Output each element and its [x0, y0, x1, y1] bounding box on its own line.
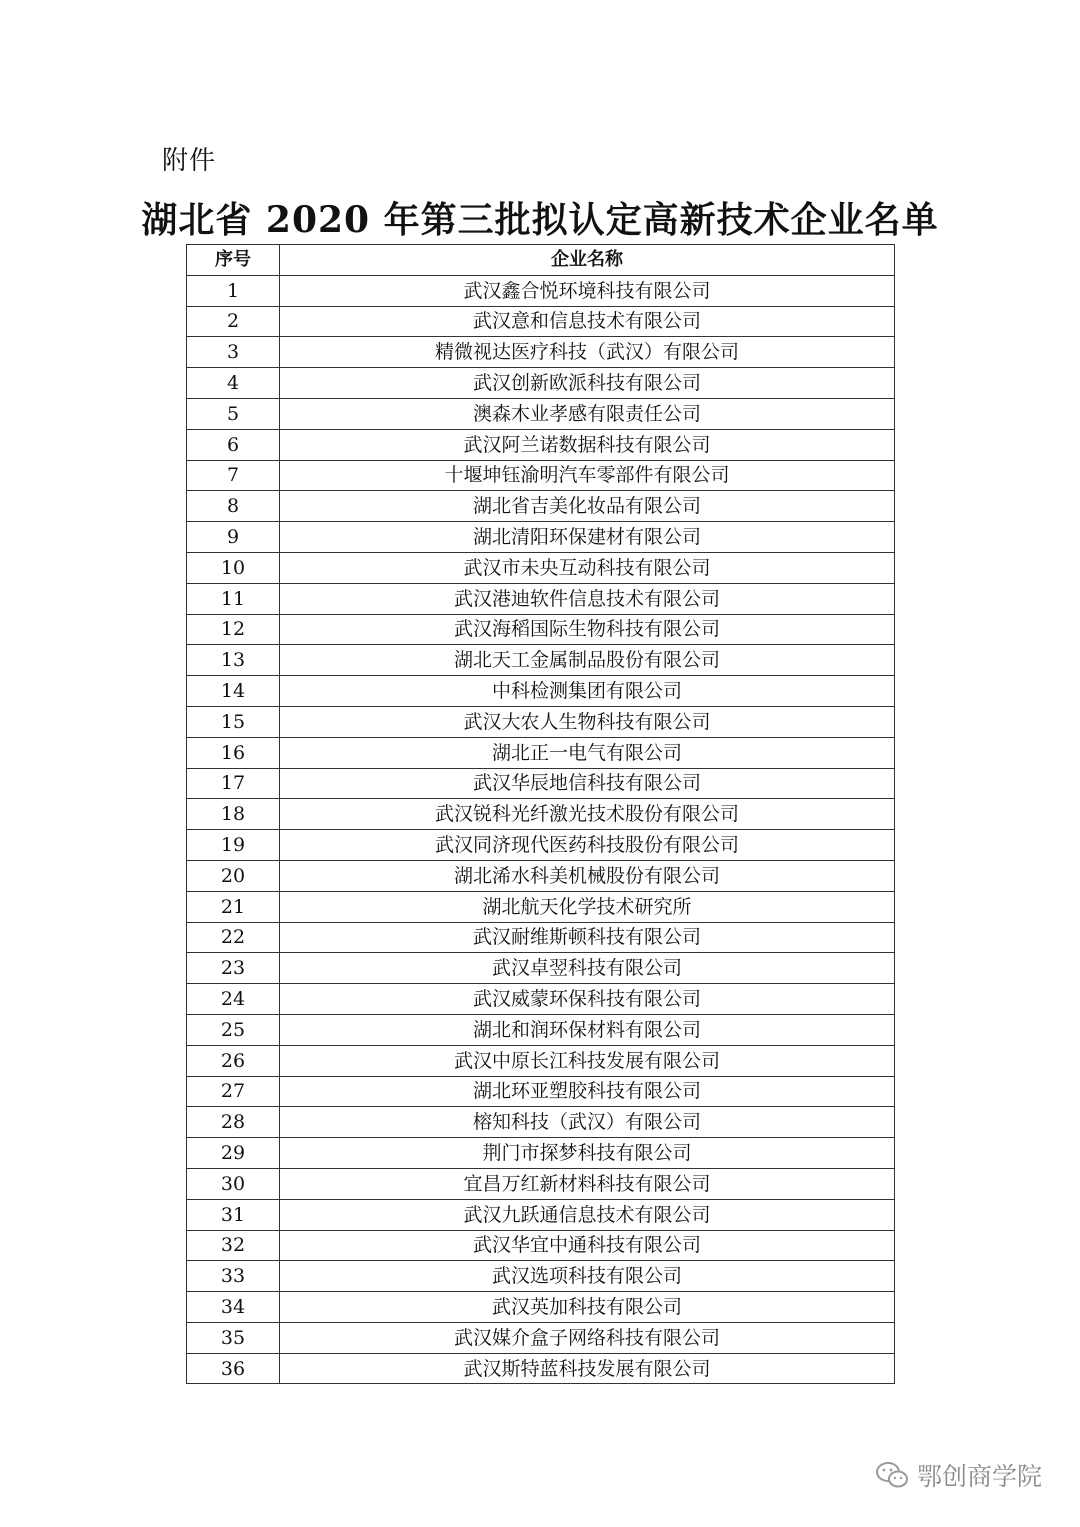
company-table: [186, 244, 895, 1384]
cell-company-name: 荆门市探梦科技有限公司: [280, 1138, 895, 1169]
cell-company-name: 武汉鑫合悦环境科技有限公司: [280, 275, 895, 306]
cell-serial-number: 34: [187, 1292, 280, 1323]
table-row: [187, 676, 895, 707]
table-row: [187, 953, 895, 984]
table-row: [187, 645, 895, 676]
cell-serial-number: 31: [187, 1199, 280, 1230]
cell-company-name: 武汉媒介盒子网络科技有限公司: [280, 1322, 895, 1353]
table-header-row: [187, 245, 895, 276]
table-row: [187, 1292, 895, 1323]
cell-serial-number: 35: [187, 1322, 280, 1353]
cell-serial-number: 28: [187, 1107, 280, 1138]
table-row: [187, 1076, 895, 1107]
cell-company-name: 武汉创新欧派科技有限公司: [280, 368, 895, 399]
table-row: [187, 552, 895, 583]
cell-company-name: 榕知科技（武汉）有限公司: [280, 1107, 895, 1138]
cell-company-name: 湖北天工金属制品股份有限公司: [280, 645, 895, 676]
cell-company-name: 武汉英加科技有限公司: [280, 1292, 895, 1323]
cell-serial-number: 1: [187, 275, 280, 306]
cell-company-name: 湖北和润环保材料有限公司: [280, 1014, 895, 1045]
header-serial-number: 序号: [187, 245, 280, 276]
table-row: [187, 830, 895, 861]
cell-company-name: 武汉海稻国际生物科技有限公司: [280, 614, 895, 645]
table-row: [187, 429, 895, 460]
cell-serial-number: 33: [187, 1261, 280, 1292]
table-row: [187, 891, 895, 922]
cell-serial-number: 27: [187, 1076, 280, 1107]
table-row: [187, 1230, 895, 1261]
cell-serial-number: 23: [187, 953, 280, 984]
cell-company-name: 宜昌万红新材料科技有限公司: [280, 1168, 895, 1199]
cell-serial-number: 15: [187, 706, 280, 737]
cell-serial-number: 22: [187, 922, 280, 953]
table-body: [187, 275, 895, 1384]
cell-serial-number: 32: [187, 1230, 280, 1261]
table-row: [187, 1322, 895, 1353]
table-row: [187, 768, 895, 799]
cell-serial-number: 9: [187, 522, 280, 553]
cell-serial-number: 13: [187, 645, 280, 676]
page-title: 湖北省 2020 年第三批拟认定高新技术企业名单: [141, 199, 939, 241]
cell-company-name: 武汉锐科光纤激光技术股份有限公司: [280, 799, 895, 830]
cell-serial-number: 20: [187, 860, 280, 891]
cell-company-name: 武汉斯特蓝科技发展有限公司: [280, 1353, 895, 1384]
cell-serial-number: 8: [187, 491, 280, 522]
cell-company-name: 武汉阿兰诺数据科技有限公司: [280, 429, 895, 460]
cell-company-name: 武汉威蒙环保科技有限公司: [280, 984, 895, 1015]
cell-company-name: 武汉九跃通信息技术有限公司: [280, 1199, 895, 1230]
table-row: [187, 1014, 895, 1045]
cell-company-name: 武汉华辰地信科技有限公司: [280, 768, 895, 799]
cell-serial-number: 25: [187, 1014, 280, 1045]
cell-company-name: 武汉选项科技有限公司: [280, 1261, 895, 1292]
cell-serial-number: 16: [187, 737, 280, 768]
table-row: [187, 460, 895, 491]
table-row: [187, 491, 895, 522]
cell-serial-number: 3: [187, 337, 280, 368]
cell-company-name: 湖北正一电气有限公司: [280, 737, 895, 768]
cell-serial-number: 21: [187, 891, 280, 922]
table-row: [187, 922, 895, 953]
cell-company-name: 武汉耐维斯顿科技有限公司: [280, 922, 895, 953]
cell-serial-number: 2: [187, 306, 280, 337]
cell-company-name: 澳森木业孝感有限责任公司: [280, 398, 895, 429]
cell-company-name: 湖北清阳环保建材有限公司: [280, 522, 895, 553]
table-row: [187, 1168, 895, 1199]
cell-company-name: 湖北浠水科美机械股份有限公司: [280, 860, 895, 891]
table-row: [187, 706, 895, 737]
table-row: [187, 1045, 895, 1076]
cell-serial-number: 11: [187, 583, 280, 614]
cell-company-name: 湖北省吉美化妆品有限公司: [280, 491, 895, 522]
table-row: [187, 614, 895, 645]
cell-company-name: 湖北环亚塑胶科技有限公司: [280, 1076, 895, 1107]
cell-serial-number: 17: [187, 768, 280, 799]
cell-company-name: 中科检测集团有限公司: [280, 676, 895, 707]
table-row: [187, 984, 895, 1015]
cell-serial-number: 29: [187, 1138, 280, 1169]
cell-company-name: 十堰坤钰渝明汽车零部件有限公司: [280, 460, 895, 491]
table-row: [187, 522, 895, 553]
table-row: [187, 398, 895, 429]
table-row: [187, 583, 895, 614]
table-row: [187, 368, 895, 399]
cell-serial-number: 19: [187, 830, 280, 861]
table-row: [187, 1261, 895, 1292]
table-row: [187, 1107, 895, 1138]
cell-serial-number: 10: [187, 552, 280, 583]
cell-serial-number: 4: [187, 368, 280, 399]
table-row: [187, 860, 895, 891]
cell-serial-number: 6: [187, 429, 280, 460]
cell-company-name: 武汉同济现代医药科技股份有限公司: [280, 830, 895, 861]
table-row: [187, 1138, 895, 1169]
watermark: [875, 1457, 1042, 1493]
table-row: [187, 737, 895, 768]
cell-serial-number: 30: [187, 1168, 280, 1199]
cell-serial-number: 24: [187, 984, 280, 1015]
cell-serial-number: 12: [187, 614, 280, 645]
cell-company-name: 武汉市未央互动科技有限公司: [280, 552, 895, 583]
cell-serial-number: 36: [187, 1353, 280, 1384]
cell-company-name: 武汉港迪软件信息技术有限公司: [280, 583, 895, 614]
cell-company-name: 武汉华宜中通科技有限公司: [280, 1230, 895, 1261]
table-row: [187, 1353, 895, 1384]
wechat-icon: [875, 1461, 909, 1489]
cell-company-name: 精微视达医疗科技（武汉）有限公司: [280, 337, 895, 368]
cell-company-name: 武汉意和信息技术有限公司: [280, 306, 895, 337]
cell-serial-number: 14: [187, 676, 280, 707]
table-row: [187, 306, 895, 337]
cell-serial-number: 26: [187, 1045, 280, 1076]
table-row: [187, 799, 895, 830]
cell-company-name: 武汉卓翌科技有限公司: [280, 953, 895, 984]
table-row: [187, 1199, 895, 1230]
attachment-label: 附件: [162, 146, 217, 176]
watermark-text: 鄂创商学院: [916, 1462, 1042, 1491]
header-company-name: 企业名称: [280, 245, 895, 276]
cell-serial-number: 18: [187, 799, 280, 830]
cell-company-name: 武汉大农人生物科技有限公司: [280, 706, 895, 737]
cell-serial-number: 5: [187, 398, 280, 429]
table-row: [187, 337, 895, 368]
cell-company-name: 武汉中原长江科技发展有限公司: [280, 1045, 895, 1076]
table-row: [187, 275, 895, 306]
cell-company-name: 湖北航天化学技术研究所: [280, 891, 895, 922]
cell-serial-number: 7: [187, 460, 280, 491]
